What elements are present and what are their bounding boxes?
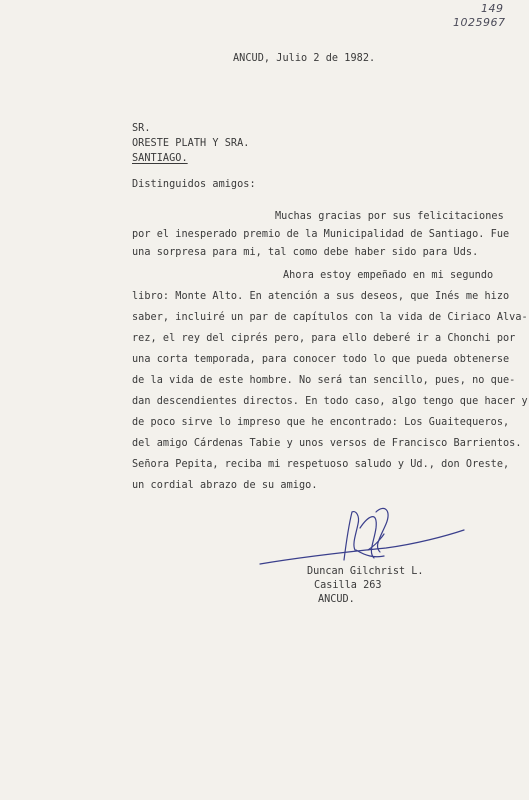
signature-box: Casilla 263 (314, 580, 382, 591)
body-line: Ahora estoy empeñado en mi segundo (283, 270, 494, 281)
body-line: dan descendientes directos. En todo caso, algo tengo que hacer y (132, 396, 528, 407)
body-line: Señora Pepita, reciba mi respetuoso saludo y Ud., don Oreste, (132, 459, 510, 470)
signature-city: ANCUD. (318, 594, 355, 605)
recipient-line-3: SANTIAGO. (132, 153, 188, 164)
body-line: del amigo Cárdenas Tabie y unos versos de Francisco Barrientos. (132, 438, 522, 449)
body-line: de poco sirve lo impreso que he encontrado: Los Guaitequeros, (132, 417, 510, 428)
body-line: un cordial abrazo de su amigo. (132, 480, 318, 491)
body-line: rez, el rey del ciprés pero, para ello deberé ir a Chonchi por (132, 333, 516, 344)
body-line: libro: Monte Alto. En atención a sus deseos, que Inés me hizo (132, 291, 510, 302)
signature-name: Duncan Gilchrist L. (307, 566, 424, 577)
archive-catalog-number: 1025967 (453, 16, 506, 29)
recipient-line-1: SR. (132, 123, 151, 134)
body-line: por el inesperado premio de la Municipalidad de Santiago. Fue (132, 229, 510, 240)
greeting: Distinguidos amigos: (132, 179, 256, 190)
body-line: de la vida de este hombre. No será tan sencillo, pues, no que- (132, 375, 516, 386)
recipient-line-2: ORESTE PLATH Y SRA. (132, 138, 250, 149)
body-line: saber, incluiré un par de capítulos con la vida de Ciriaco Alva- (132, 312, 528, 323)
dateline: ANCUD, Julio 2 de 1982. (233, 53, 376, 64)
archive-page-number: 149 (481, 2, 504, 15)
body-line: una corta temporada, para conocer todo lo que pueda obtenerse (132, 354, 510, 365)
body-line: Muchas gracias por sus felicitaciones (275, 211, 504, 222)
body-line: una sorpresa para mi, tal como debe haber sido para Uds. (132, 247, 479, 258)
